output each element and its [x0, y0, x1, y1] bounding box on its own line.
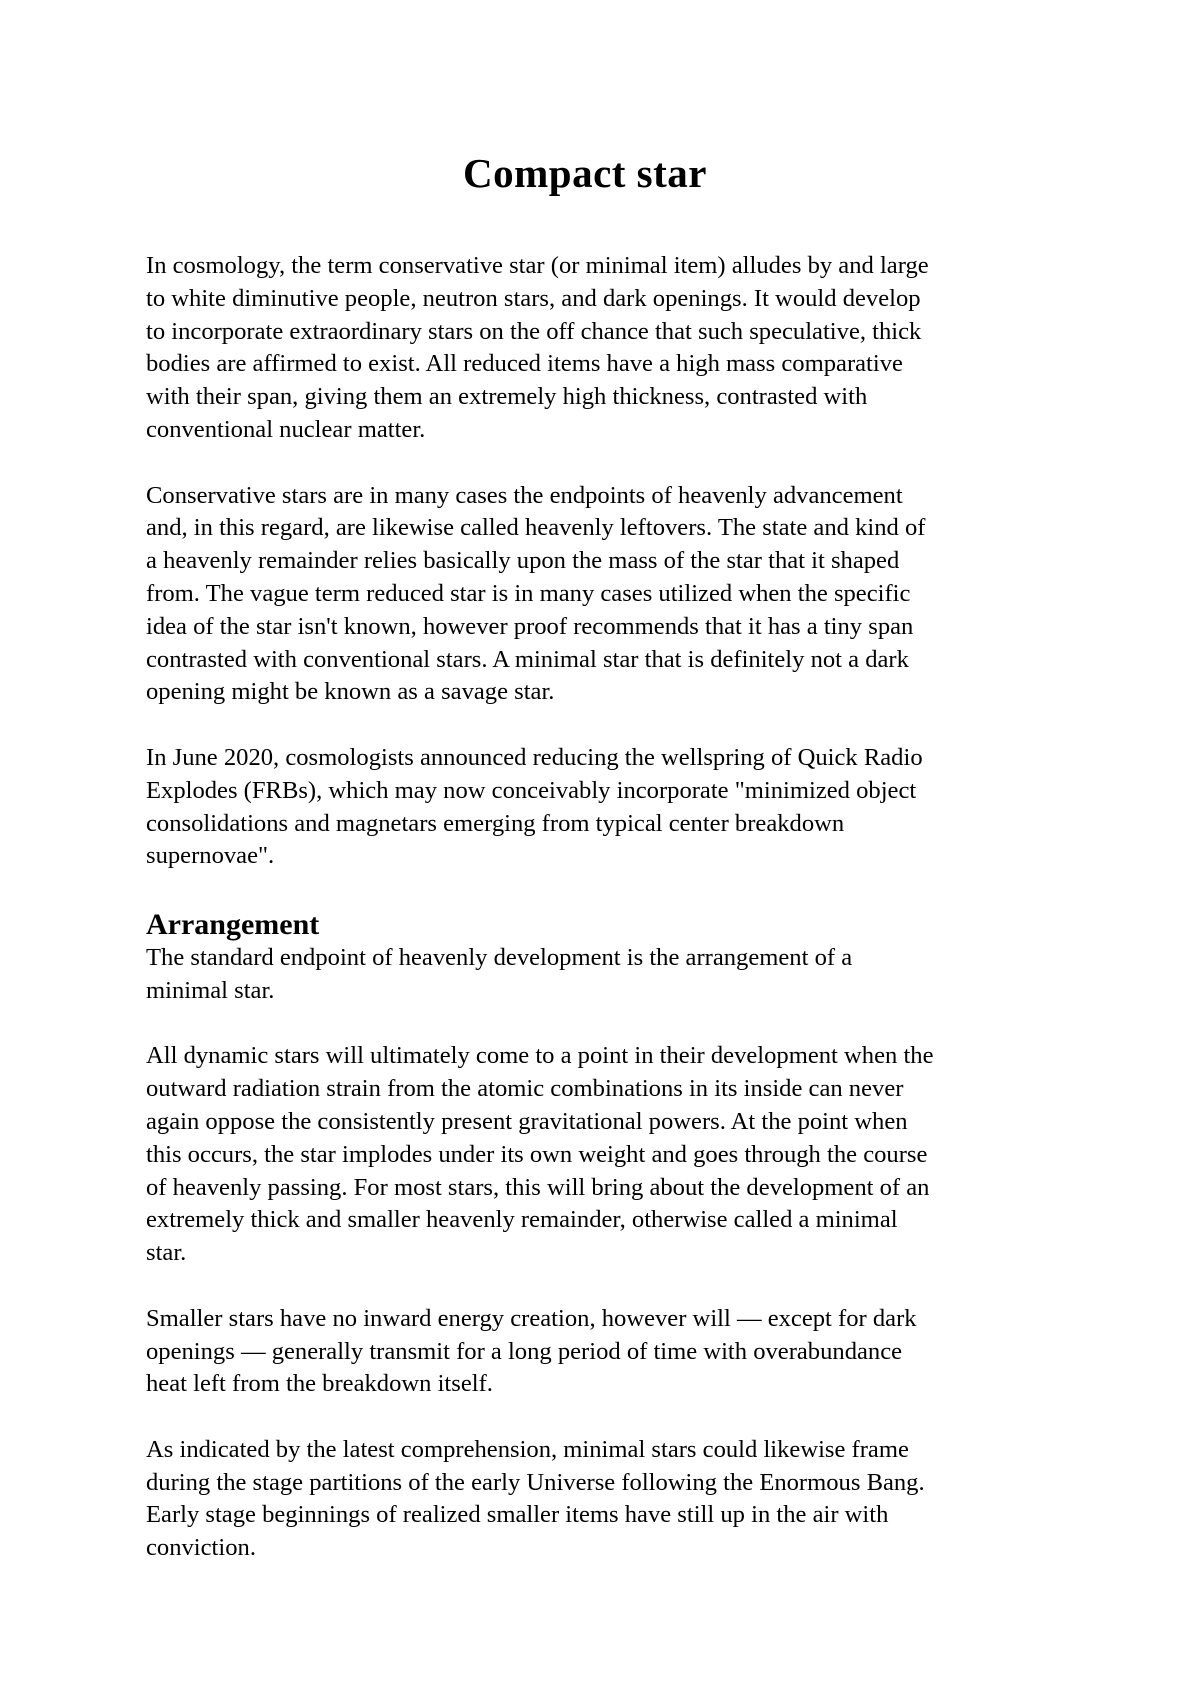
text-line: to incorporate extraordinary stars on the off chance that such speculative, thick — [146, 317, 922, 345]
paragraph-intro-2 — [146, 480, 1076, 710]
text-line: with their span, giving them an extremely high thickness, contrasted with — [146, 383, 868, 411]
text-line: idea of the star isn't known, however proof recommends that it has a tiny span — [146, 612, 914, 640]
paragraph-intro-3 — [146, 742, 1076, 873]
text-line: Smaller stars have no inward energy creation, however will — except for dark — [146, 1304, 917, 1332]
text-line: extremely thick and smaller heavenly remainder, otherwise called a minimal — [146, 1206, 898, 1234]
page-title: Compact star — [463, 150, 707, 196]
text-line: consolidations and magnetars emerging from typical center breakdown — [146, 809, 845, 837]
paragraph-section-1 — [146, 942, 1076, 1008]
paragraph-intro-1 — [146, 250, 1076, 447]
text-line: bodies are affirmed to exist. All reduced items have a high mass comparative — [146, 350, 903, 378]
text-line: The standard endpoint of heavenly development is the arrangement of a — [146, 943, 853, 971]
text-line: during the stage partitions of the early Universe following the Enormous Bang. — [146, 1468, 925, 1496]
text-line: Explodes (FRBs), which may now conceivably incorporate "minimized object — [146, 776, 917, 804]
text-line: heat left from the breakdown itself. — [146, 1370, 493, 1398]
text-line: a heavenly remainder relies basically upon the mass of the star that it shaped — [146, 547, 900, 575]
text-line: from. The vague term reduced star is in many cases utilized when the specific — [146, 579, 911, 607]
text-line: In cosmology, the term conservative star (or minimal item) alludes by and large — [146, 252, 929, 279]
text-line: conventional nuclear matter. — [146, 415, 426, 443]
text-line: openings — generally transmit for a long period of time with overabundance — [146, 1337, 903, 1365]
text-line: contrasted with conventional stars. A minimal star that is definitely not a dark — [146, 645, 909, 673]
text-line: this occurs, the star implodes under its own weight and goes through the course — [146, 1140, 928, 1168]
text-line: supernovae". — [146, 842, 275, 870]
text-line: Early stage beginnings of realized smaller items have still up in the air with — [146, 1501, 889, 1529]
text-line: star. — [146, 1239, 187, 1267]
text-line: and, in this regard, are likewise called heavenly leftovers. The state and kind of — [146, 514, 926, 542]
text-line: of heavenly passing. For most stars, this will bring about the development of an — [146, 1173, 930, 1201]
text-line: again oppose the consistently present gravitational powers. At the point when — [146, 1107, 908, 1135]
document-body — [146, 250, 1076, 1598]
paragraph-section-3 — [146, 1303, 1076, 1401]
text-line: to white diminutive people, neutron stars, and dark openings. It would develop — [146, 284, 921, 312]
text-line: Conservative stars are in many cases the endpoints of heavenly advancement — [146, 481, 903, 509]
text-line: opening might be known as a savage star. — [146, 678, 555, 706]
text-line: minimal star. — [146, 976, 275, 1004]
text-line: outward radiation strain from the atomic combinations in its inside can never — [146, 1075, 904, 1103]
paragraph-section-4 — [146, 1434, 1076, 1565]
text-line: In June 2020, cosmologists announced reducing the wellspring of Quick Radio — [146, 743, 923, 771]
section-heading: Arrangement — [146, 907, 320, 941]
text-line: As indicated by the latest comprehension, minimal stars could likewise frame — [146, 1435, 909, 1463]
paragraph-section-2 — [146, 1040, 1076, 1270]
text-line: conviction. — [146, 1534, 256, 1562]
text-line: All dynamic stars will ultimately come to a point in their development when the — [146, 1042, 934, 1070]
